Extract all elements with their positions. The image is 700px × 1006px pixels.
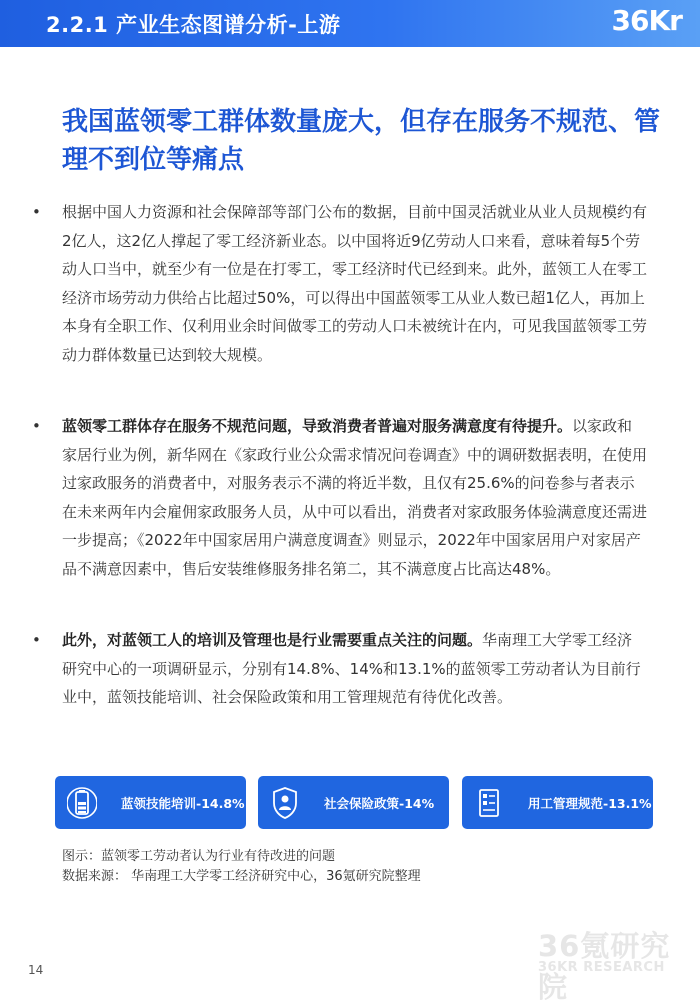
card-employment-management [462, 776, 653, 829]
card-social-insurance [258, 776, 449, 829]
figure-caption: 图示：蓝领零工劳动者认为行业有待改进的问题 [62, 849, 336, 864]
brand-logo: 36Kr [611, 4, 682, 37]
bullet-text: 根据中国人力资源和社会保障部等部门公布的数据，目前中国灵活就业从业人员规模约有2亿人，这2亿人撑起了零工经济新业态。以中国将近9亿劳动人口来看，意味着每5个劳动人口当中，就至少有一位是在打零工，零工经济时代已经到来。此外，蓝领工人在零工经济市场劳动力供给占比超过50%，可以得出中国蓝领零工从业人数已超1亿人，再加上本身有全职工作、仅利用业余时间做零工的劳动人口未被统计在内，可见我国蓝领零工劳动力群体数量已达到较大规模。 [62, 203, 648, 364]
page-number: 14 [28, 963, 44, 977]
header-bar [0, 0, 700, 47]
page-headline: 我国蓝领零工群体数量庞大，但存在服务不规范、管理不到位等痛点 [62, 107, 661, 175]
watermark-en: 36KR RESEARCH [538, 960, 665, 975]
bullet-lead: 蓝领零工群体存在服务不规范问题，导致消费者普遍对服务满意度有待提升。 [62, 417, 573, 435]
bullet-paragraph-2 [32, 412, 648, 583]
bullet-paragraph-1 [32, 198, 648, 369]
document-list-icon [474, 785, 504, 821]
data-source: 数据来源： 华南理工大学零工经济研究中心，36氪研究院整理 [62, 869, 421, 884]
issue-cards [55, 776, 653, 829]
card-label: 社会保险政策-14% [324, 795, 435, 811]
section-title: 2.2.1 产业生态图谱分析-上游 [46, 13, 341, 37]
bullet-marker: • [32, 203, 41, 221]
bullet-marker: • [32, 417, 41, 435]
shield-person-icon [270, 785, 300, 821]
bullet-text: 以家政和家居行业为例，新华网在《家政行业公众需求情况问卷调查》中的调研数据表明，在使用过家政服务的消费者中，对服务表示不满的将近半数，且仅有25.6%的问卷参与者表示在未来两年内会雇佣家政服务人员，从中可以看出，消费者对家政服务体验满意度还需进一步提高；《2022年中国家居用户满意度调查》则显示，2022年中国家居用户对家居产品不满意因素中，售后安装维修服务排名第二，其不满意度占比高达48%。 [62, 417, 648, 578]
card-label: 蓝领技能培训-14.8% [121, 795, 245, 811]
card-skill-training [55, 776, 246, 829]
bullet-lead: 此外，对蓝领工人的培训及管理也是行业需要重点关注的问题。 [62, 631, 483, 649]
bullet-text: 华南理工大学零工经济研究中心的一项调研显示，分别有14.8%、14%和13.1%的蓝领零工劳动者认为目前行业中，蓝领技能培训、社会保险政策和用工管理规范有待优化改善。 [62, 631, 641, 706]
card-label: 用工管理规范-13.1% [528, 795, 652, 811]
watermark-cn: 36氪研究院 [538, 929, 671, 1004]
bullet-paragraph-3 [32, 626, 647, 712]
bullet-marker: • [32, 631, 41, 649]
battery-icon [67, 785, 97, 821]
